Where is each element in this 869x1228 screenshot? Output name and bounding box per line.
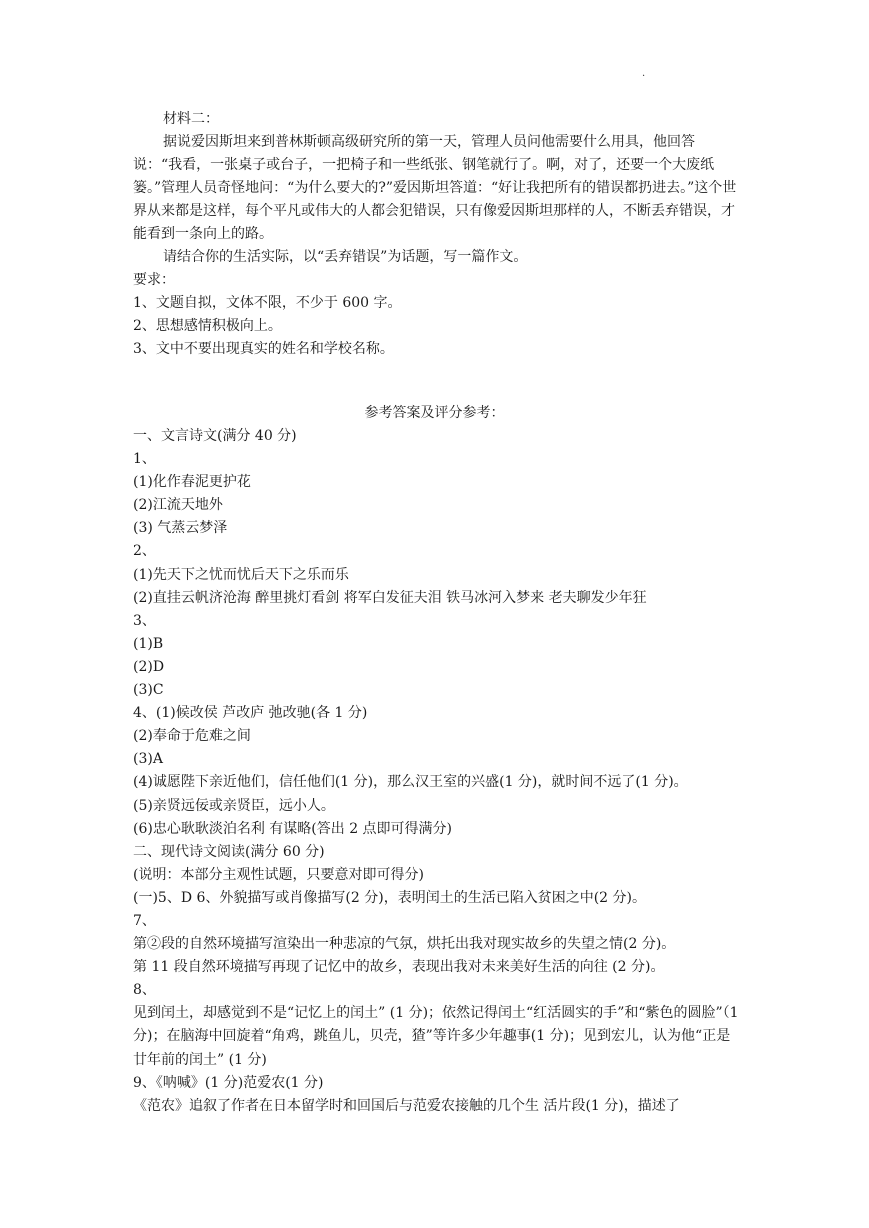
answer-line: (2)奉命于危难之间 [133,728,251,745]
answer-line: (3) 气蒸云梦泽 [133,520,228,537]
answer-line: 9、《呐喊》(1 分)范爱农(1 分) [133,1074,324,1091]
answer-line: 一、文言诗文(满分 40 分) [133,428,297,444]
answer-line: 8、 [133,982,156,999]
answer-line: (1)B [133,635,164,652]
answer-line: (6)忠心耿耿淡泊名利 有谋略(答出 2 点即可得满分) [133,820,453,837]
requirement-item: 1、文题自拟，文体不限，不少于 600 字。 [133,295,402,311]
answer-line: (5)亲贤远佞或亲贤臣，远小人。 [133,797,335,814]
answer-line: 4、(1)候改侯 芦改庐 弛改驰(各 1 分) [133,705,368,722]
answer-line: (1)先天下之忧而忧后天下之乐而乐 [133,566,349,583]
answer-line: (2)江流天地外 [133,497,223,514]
answer-line: (1)化作春泥更护花 [133,474,251,491]
requirement-item: 2、思想感情积极向上。 [133,318,282,334]
answer-line: (说明：本部分主观性试题，只要意对即可得分) [133,866,424,883]
answer-line: 《范农》追叙了作者在日本留学时和回国后与范爱农接触的几个生 活片段(1 分)，描述了 [133,1097,680,1114]
answer-line: 1、 [133,451,156,468]
answer-line: 3、 [133,612,156,629]
answer-line: (一)5、D 6、外貌描写或肖像描写(2 分)，表明闰土的生活已陷入贫困之中(2 分)。 [133,889,646,906]
answer-line: 7、 [133,912,156,929]
answer-line: 第 11 段自然环境描写再现了记忆中的故乡，表现出我对未来美好生活的向往 (2 分)。 [133,959,665,976]
material-section [133,108,739,361]
material-paragraph: 据说爱因斯坦来到普林斯顿高级研究所的第一天，管理人员问他需要什么用具，他回答说：“我看，一张桌子或台子，一把椅子和一些纸张、钢笔就行了。啊，对了，还要一个大废纸篓。”管理人员奇怪地问：“为什么要大的?”爱因斯坦答道：“好让我把所有的错误都扔进去。”这个世界从来都是这样，每个平凡或伟大的人都会犯错误，只有像爱因斯坦那样的人，不断丢弃错误，才能看到一条向上的路。 [133,134,737,242]
answer-line: (2)直挂云帆济沧海 醉里挑灯看剑 将军白发征夫泪 铁马冰河入梦来 老夫聊发少年狂 [133,589,647,606]
answers-section [133,425,743,1118]
answer-line: (4)诚愿陛下亲近他们，信任他们(1 分)，那么汉王室的兴盛(1 分)，就时间不远了(1 分)。 [133,774,688,791]
answer-line: (3)A [133,751,163,768]
requirements-heading: 要求： [133,272,175,288]
requirement-item: 3、文中不要出现真实的姓名和学校名称。 [133,341,394,357]
answer-line: (3)C [133,682,164,699]
answer-line: 2、 [133,543,156,560]
answer-line: 二、现代诗文阅读(满分 60 分) [133,843,325,860]
material-heading: 材料二： [163,111,219,127]
answer-line: 第②段的自然环境描写渲染出一种悲凉的气氛，烘托出我对现实故乡的失望之情(2 分)。 [133,936,676,953]
writing-prompt: 请结合你的生活实际，以“丢弃错误”为话题，写一篇作文。 [163,249,528,265]
header-mark: . [642,68,646,79]
answer-line: (2)D [133,658,165,675]
answer-paragraph: 见到闰土，却感觉到不是“记忆上的闰土” (1 分)；依然记得闰土“红活圆实的手”和“紫色的圆脸”（1 分)；在脑海中回旋着“角鸡，跳鱼儿，贝壳，猹”等许多少年趣事(1 分)；见到宏儿，认为他“正是廿年前的闰土” (1 分) [133,1005,739,1068]
answers-title: 参考答案及评分参考： [364,405,505,421]
